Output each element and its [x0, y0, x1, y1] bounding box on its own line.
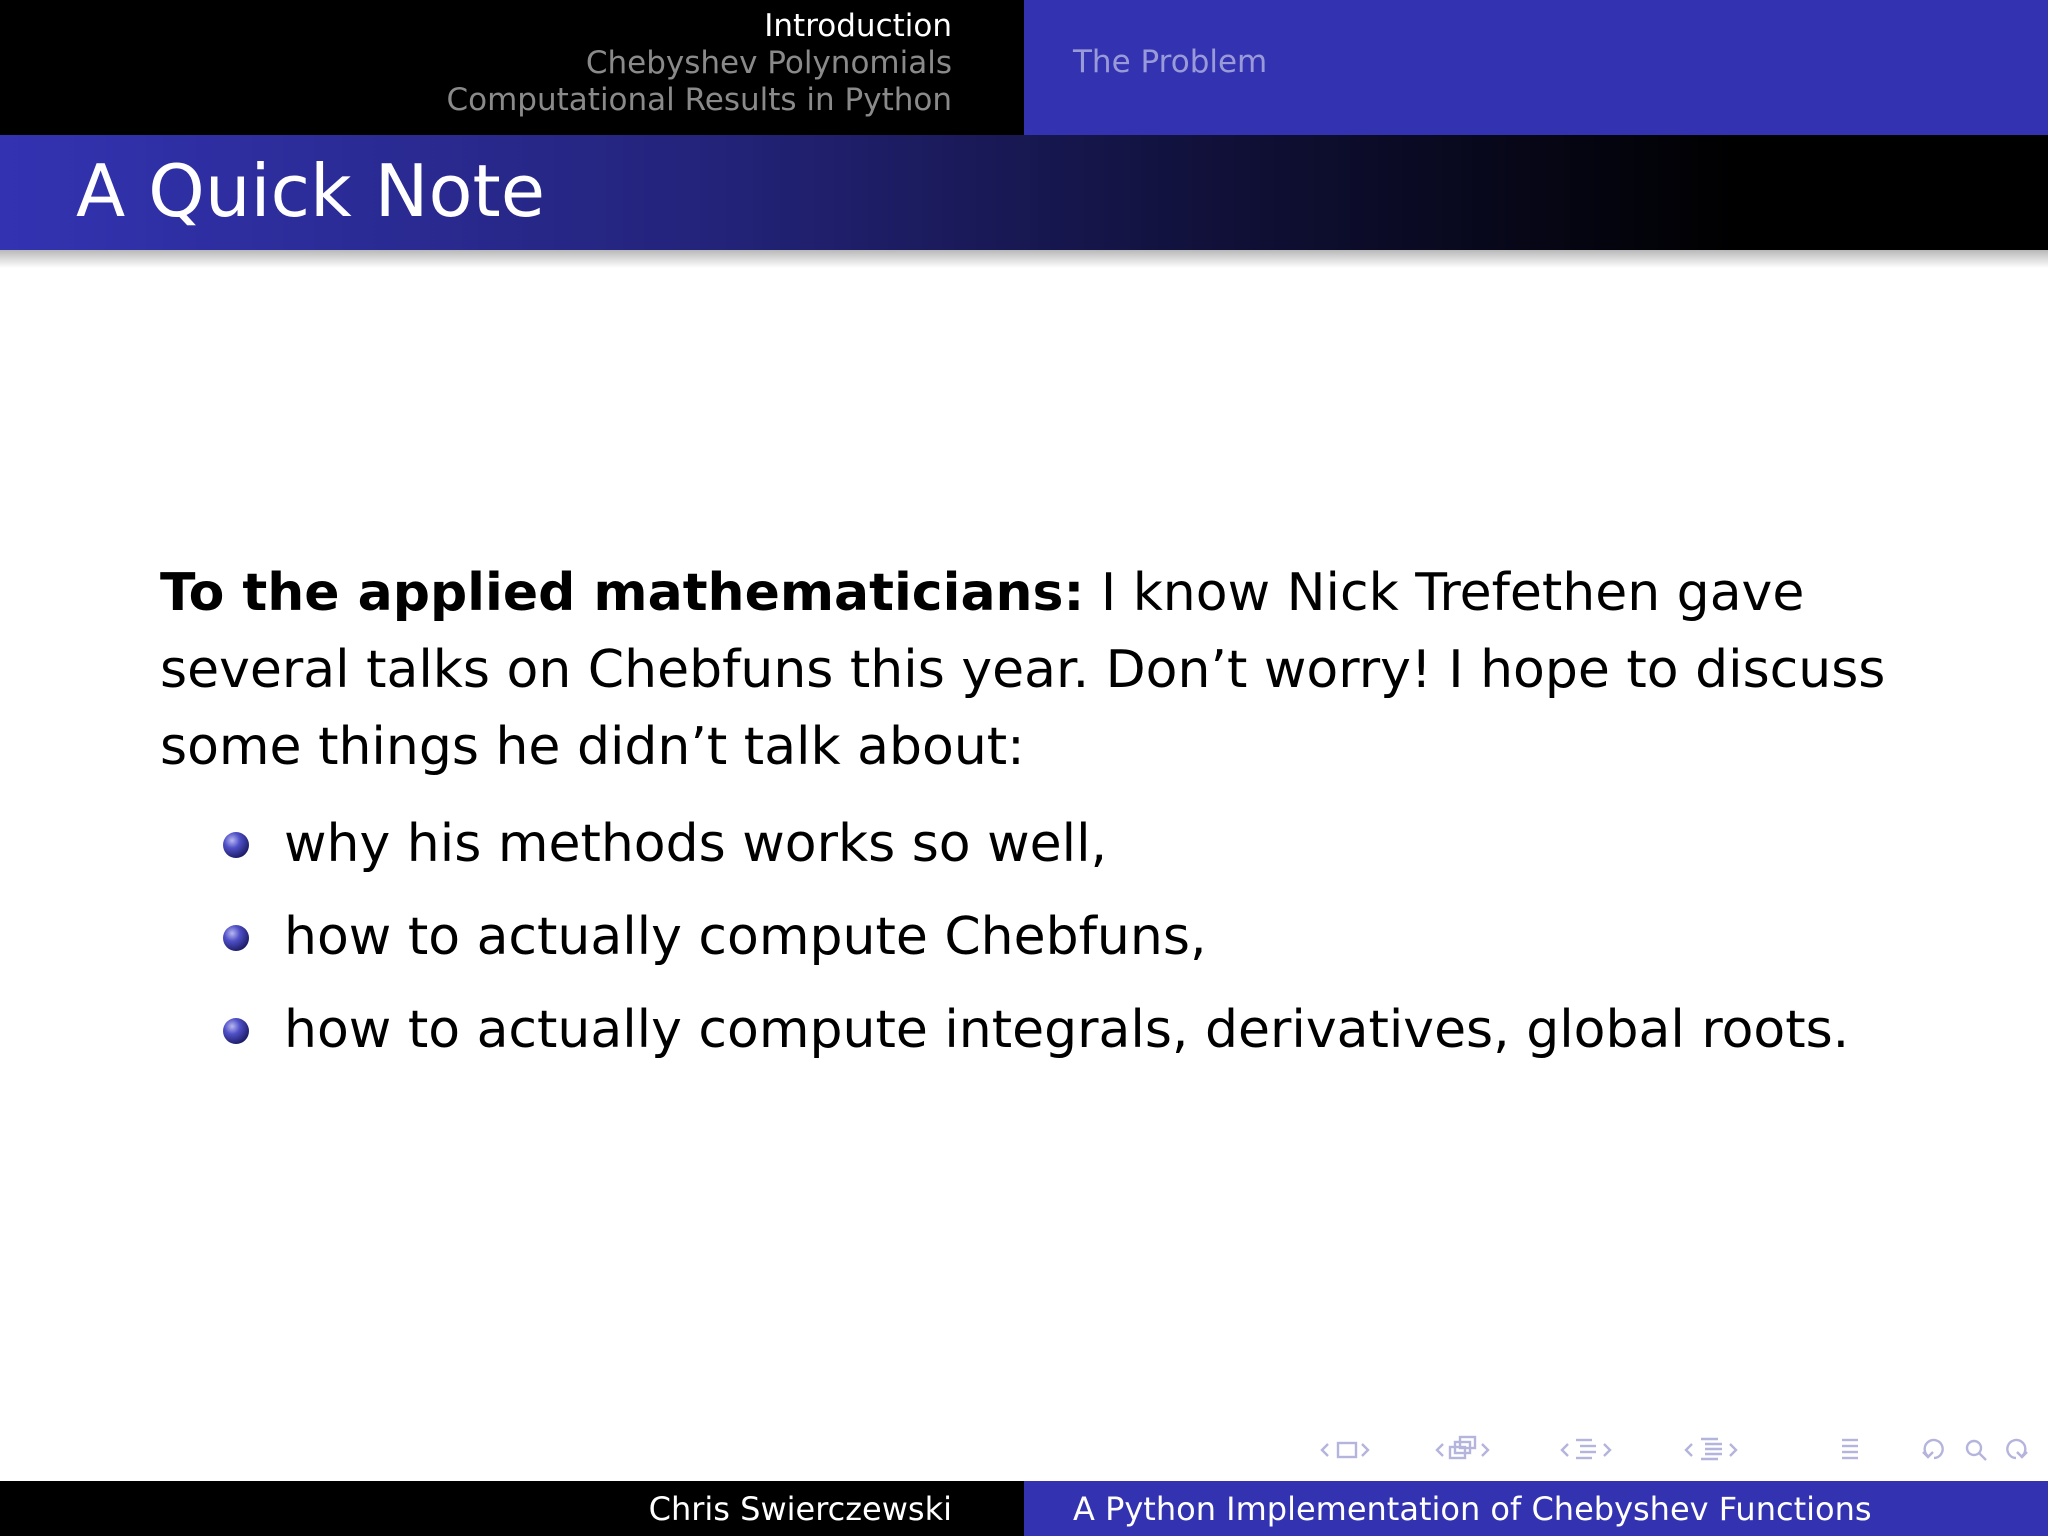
back-icon[interactable]: [1923, 1440, 1943, 1458]
bullet-item: [160, 891, 1900, 984]
bullet-text: how to actually compute Chebfuns,: [284, 907, 1207, 967]
footer-author: Chris Swierczewski: [648, 1489, 952, 1528]
search-icon[interactable]: [1967, 1441, 1986, 1460]
nav-section-introduction[interactable]: Introduction: [764, 8, 952, 44]
nav-section-computational-results[interactable]: Computational Results in Python: [446, 82, 952, 118]
bullet-text: how to actually compute integrals, derivatives, global roots.: [284, 1000, 1850, 1060]
footline-author-box: [0, 1481, 1024, 1536]
prev-frame-icon[interactable]: [1322, 1444, 1328, 1456]
frame-icon[interactable]: [1338, 1443, 1356, 1457]
title-shadow: [0, 250, 2048, 268]
section-navigation: [0, 0, 1024, 135]
intro-bold-lead: To the applied mathematicians:: [160, 563, 1085, 623]
bullet-text: why his methods works so well,: [284, 814, 1108, 874]
navigation-symbols: [1310, 1432, 2048, 1468]
next-document-icon[interactable]: [1730, 1444, 1736, 1456]
bullet-list: [160, 798, 1900, 1077]
bullet-ball-icon: [223, 1018, 249, 1044]
subsection-icon[interactable]: [1450, 1437, 1475, 1458]
intro-paragraph: [160, 555, 1900, 786]
navigation-symbols-svg: [1310, 1432, 2048, 1468]
bullet-item: [160, 984, 1900, 1077]
appendix-icon[interactable]: [1842, 1440, 1858, 1458]
next-frame-icon[interactable]: [1362, 1444, 1368, 1456]
prev-subsection-icon[interactable]: [1437, 1444, 1443, 1456]
prev-document-icon[interactable]: [1686, 1444, 1692, 1456]
footline: [0, 1481, 2048, 1536]
intro-text: I know Nick Trefethen gave several talks on Chebfuns this year. Don’t worry! I hope to discuss some things he didn’t talk about:: [160, 563, 1886, 777]
document-icon[interactable]: [1701, 1439, 1722, 1459]
next-section-icon[interactable]: [1604, 1444, 1610, 1456]
nav-section-chebyshev-polynomials[interactable]: Chebyshev Polynomials: [585, 45, 952, 81]
prev-section-icon[interactable]: [1562, 1444, 1568, 1456]
section-icon[interactable]: [1576, 1440, 1596, 1458]
frame-title-bar: [0, 135, 2048, 250]
headline-navigation: [0, 0, 2048, 135]
next-subsection-icon[interactable]: [1482, 1444, 1488, 1456]
frame-title: A Quick Note: [76, 148, 546, 233]
footer-talk-title: A Python Implementation of Chebyshev Functions: [1073, 1489, 1872, 1528]
bullet-item: [160, 798, 1900, 891]
bullet-ball-icon: [223, 832, 249, 858]
forward-icon[interactable]: [2007, 1440, 2027, 1458]
bullet-ball-icon: [223, 925, 249, 951]
nav-subsection-the-problem[interactable]: The Problem: [1073, 44, 1268, 80]
footline-title-box: [1024, 1481, 2048, 1536]
subsection-navigation: [1024, 0, 2048, 135]
slide-content: [160, 555, 1900, 1077]
